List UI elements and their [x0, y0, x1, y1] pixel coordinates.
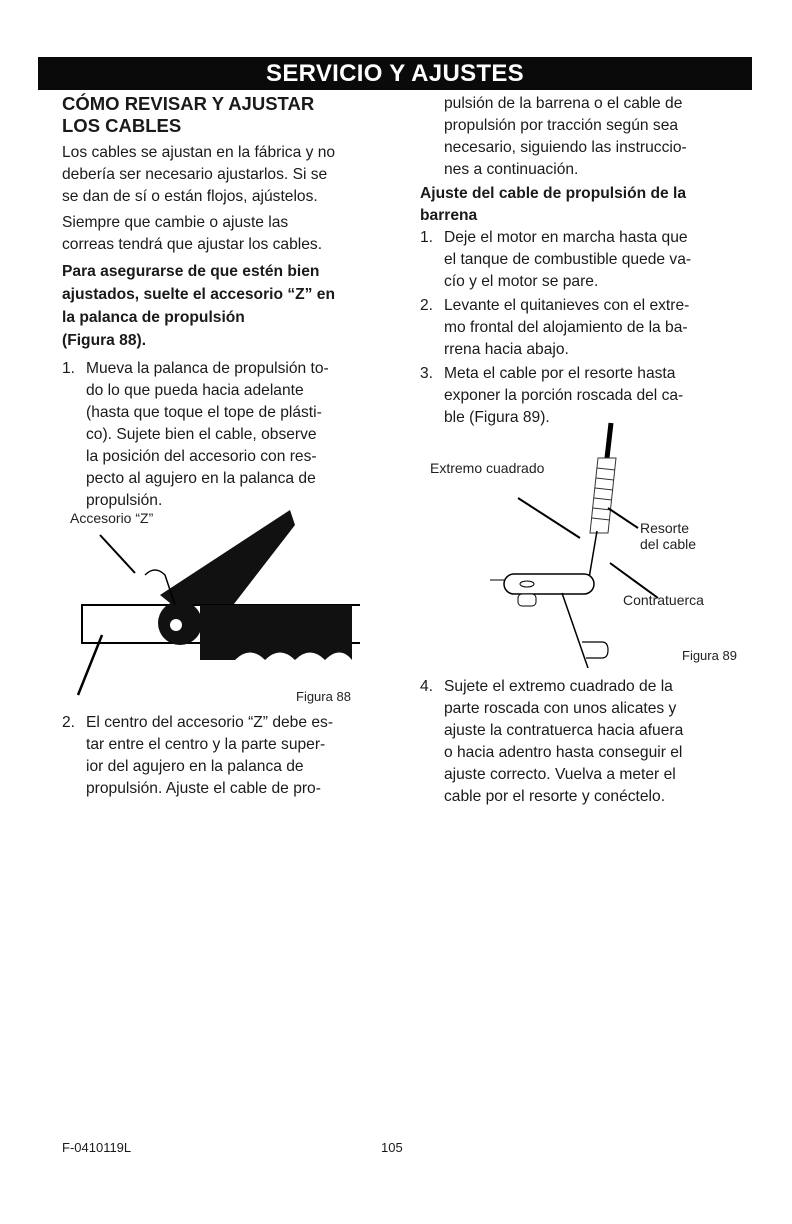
step-number: 1.	[420, 229, 434, 246]
text-line: tar entre el centro y la parte super-	[86, 736, 326, 753]
subheading-auger-cable	[420, 183, 760, 227]
text-line: ajustados, suelte el accesorio “Z” en	[62, 286, 335, 303]
text-line: CÓMO REVISAR Y AJUSTAR	[62, 93, 315, 114]
step-2	[62, 712, 402, 800]
right-column	[420, 93, 760, 429]
text-line: Siempre que cambie o ajuste las	[62, 214, 289, 231]
text-line: co). Sujete bien el cable, observe	[86, 426, 317, 443]
step-number: 4.	[420, 678, 434, 695]
text-line: Ajuste del cable de propulsión de la	[420, 185, 687, 202]
text-line: la palanca de propulsión	[62, 309, 245, 326]
text-line: se dan de sí o están flojos, ajústelos.	[62, 188, 318, 205]
auger-step-4	[420, 676, 760, 808]
figure-89-label-locknut: Contratuerca	[623, 592, 704, 608]
section-heading	[62, 93, 402, 137]
document-code: F-0410119L	[62, 1140, 132, 1155]
figure-88-caption: Figura 88	[296, 689, 351, 704]
right-column-bottom	[420, 676, 760, 808]
text-line: (Figura 88).	[62, 332, 147, 349]
text-line: (hasta que toque el tope de plásti-	[86, 404, 322, 421]
belts-paragraph	[62, 212, 402, 256]
text-line: debería ser necesario ajustarlos. Si se	[62, 166, 328, 183]
text-line: ior del agujero en la palanca de	[86, 758, 304, 775]
text-line: ble (Figura 89).	[444, 409, 550, 426]
continued-paragraph	[420, 93, 760, 181]
text-line: cío y el motor se pare.	[444, 273, 599, 290]
text-line: Para asegurarse de que estén bien	[62, 263, 320, 280]
text-line: LOS CABLES	[62, 115, 182, 136]
text-line: do lo que pueda hacia adelante	[86, 382, 304, 399]
left-column	[62, 93, 402, 512]
text-line: propulsión. Ajuste el cable de pro-	[86, 780, 321, 797]
subheading-z-fitting	[62, 260, 402, 352]
figure-88-illustration	[60, 505, 360, 705]
intro-paragraph	[62, 142, 402, 208]
text-line: cable por el resorte y conéctelo.	[444, 788, 666, 805]
text-line: nes a continuación.	[444, 161, 579, 178]
text-line: la posición del accesorio con res-	[86, 448, 317, 465]
text-line: mo frontal del alojamiento de la ba-	[444, 319, 688, 336]
text-line: correas tendrá que ajustar los cables.	[62, 236, 323, 253]
text-line: Deje el motor en marcha hasta que	[444, 229, 688, 246]
text-line: Mueva la palanca de propulsión to-	[86, 360, 329, 377]
figure-89-label-spring: Resorte del cable	[640, 520, 697, 552]
auger-step-1	[420, 227, 760, 293]
left-column-bottom	[62, 712, 402, 800]
figure-89-label-square-end: Extremo cuadrado	[430, 460, 545, 476]
text-line: Meta el cable por el resorte hasta	[444, 365, 676, 382]
step-1	[62, 358, 402, 512]
text-line: propulsión por tracción según sea	[444, 117, 679, 134]
section-header: SERVICIO Y AJUSTES	[38, 57, 752, 90]
figure-88-label-z-fitting: Accesorio “Z”	[70, 510, 154, 526]
text-line: Levante el quitanieves con el extre-	[444, 297, 690, 314]
auger-step-2	[420, 295, 760, 361]
page-number: 105	[381, 1140, 403, 1155]
text-line: barrena	[420, 207, 478, 224]
text-line: parte roscada con unos alicates y	[444, 700, 677, 717]
text-line: rrena hacia abajo.	[444, 341, 569, 358]
text-line: exponer la porción roscada del ca-	[444, 387, 684, 404]
text-line: o hacia adentro hasta conseguir el	[444, 744, 683, 761]
step-number: 1.	[62, 360, 76, 377]
text-line: pulsión de la barrena o el cable de	[444, 95, 683, 112]
text-line: pecto al agujero en la palanca de	[86, 470, 316, 487]
text-line: Los cables se ajustan en la fábrica y no	[62, 144, 336, 161]
figure-89-caption: Figura 89	[682, 648, 737, 663]
text-line: Sujete el extremo cuadrado de la	[444, 678, 673, 695]
step-number: 2.	[420, 297, 434, 314]
text-line: El centro del accesorio “Z” debe es-	[86, 714, 334, 731]
step-number: 3.	[420, 365, 434, 382]
step-number: 2.	[62, 714, 76, 731]
text-line: necesario, siguiendo las instruccio-	[444, 139, 687, 156]
text-line: ajuste correcto. Vuelva a meter el	[444, 766, 676, 783]
text-line: propulsión.	[86, 492, 163, 509]
text-line: ajuste la contratuerca hacia afuera	[444, 722, 684, 739]
text-line: el tanque de combustible quede va-	[444, 251, 692, 268]
